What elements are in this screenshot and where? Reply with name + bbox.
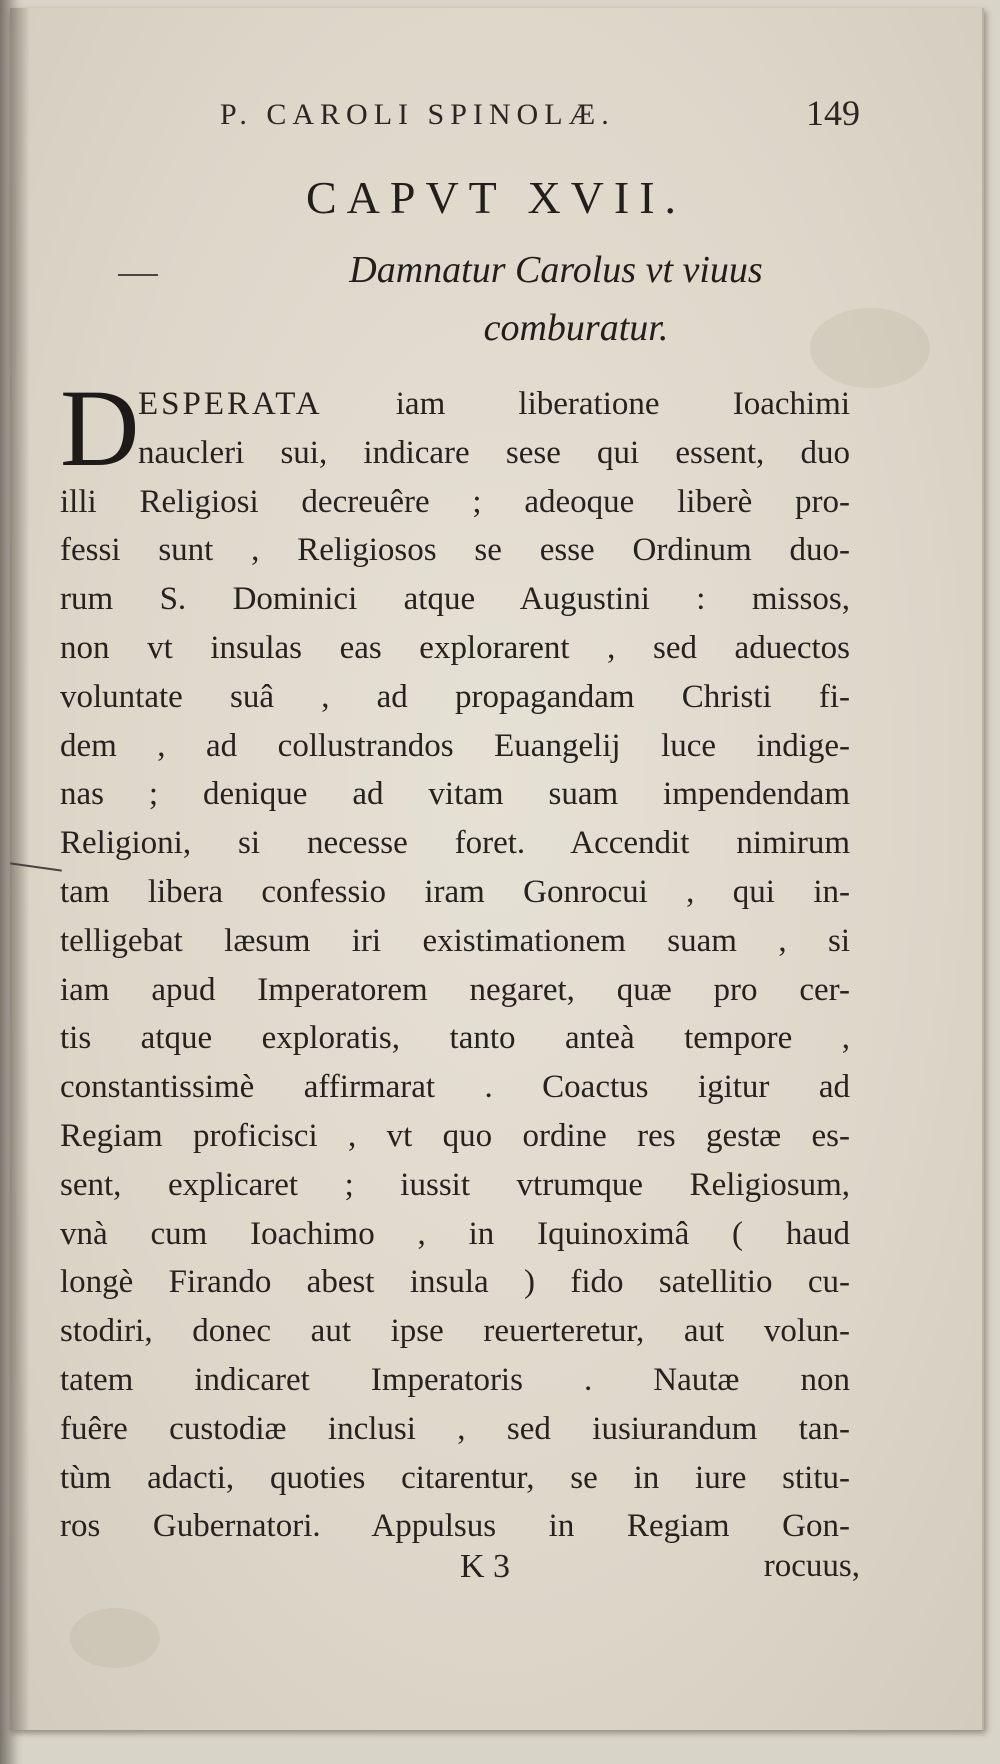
running-head: P. CAROLI SPINOLÆ. (220, 98, 615, 131)
page-number: 149 (806, 93, 860, 133)
page-footer (460, 1548, 860, 1592)
body-line: Religioni, si necesse foret. Accendit nimirum (60, 825, 850, 862)
body-line: fessi sunt , Religiosos se esse Ordinum duo- (60, 532, 850, 569)
body-line: tam libera confessio iram Gonrocui , qui in- (60, 873, 850, 910)
catchword: rocuus, (763, 1548, 860, 1584)
body-line: tis atque exploratis, tanto anteà tempore , (60, 1020, 850, 1057)
body-line (60, 380, 850, 429)
body-line: telligebat læsum iri existimationem suam , si (60, 922, 850, 959)
opening-word: ESPERATA (138, 386, 323, 422)
ink-pen-mark (118, 274, 158, 276)
body-line: stodiri, donec aut ipse reuerteretur, aut volun- (60, 1313, 850, 1350)
body-line: dem , ad collustrandos Euangelij luce indige- (60, 727, 850, 764)
paper-stain (70, 1608, 160, 1668)
body-line: fuêre custodiæ inclusi , sed iusiurandum tan- (60, 1410, 850, 1447)
body-line: constantissimè affirmarat . Coactus igitur ad (60, 1069, 850, 1106)
drop-cap: D (60, 367, 140, 489)
body-line: Regiam proficisci , vt quo ordine res gestæ es- (60, 1117, 850, 1154)
book-page (10, 8, 984, 1730)
signature-mark: K 3 (460, 1548, 511, 1585)
chapter-title: CAPVT XVII. (305, 172, 687, 223)
chapter-subtitle-line-1: Damnatur Carolus vt viuus (349, 249, 763, 291)
body-text (60, 367, 850, 1551)
running-header (220, 93, 860, 138)
body-line: voluntate suâ , ad propagandam Christi fi- (60, 678, 850, 715)
body-line: vnà cum Ioachimo , in Iquinoximâ ( haud (60, 1215, 850, 1252)
body-line: nas ; denique ad vitam suam impendendam (60, 776, 850, 813)
body-line: naucleri sui, indicare sese qui essent, duo (138, 434, 850, 471)
body-line: non vt insulas eas explorarent , sed aduectos (60, 629, 850, 666)
body-line: illi Religiosi decreuêre ; adeoque liberè pro- (60, 483, 850, 520)
page-gutter-shadow (10, 8, 30, 1730)
body-line: ros Gubernatori. Appulsus in Regiam Gon- (60, 1508, 850, 1545)
body-line: longè Firando abest insula ) fido satellitio cu- (60, 1264, 850, 1301)
body-line: sent, explicaret ; iussit vtrumque Religiosum, (60, 1166, 850, 1203)
body-line-text: iam liberatione Ioachimi (395, 386, 850, 422)
body-line: iam apud Imperatorem negaret, quæ pro cer- (60, 971, 850, 1008)
body-line: tatem indicaret Imperatoris . Nautæ non (60, 1361, 850, 1398)
body-line: tùm adacti, quoties citarentur, se in iure stitu- (60, 1459, 850, 1496)
body-line: rum S. Dominici atque Augustini : missos, (60, 581, 850, 618)
chapter-subtitle-line-2: comburatur. (483, 307, 669, 349)
